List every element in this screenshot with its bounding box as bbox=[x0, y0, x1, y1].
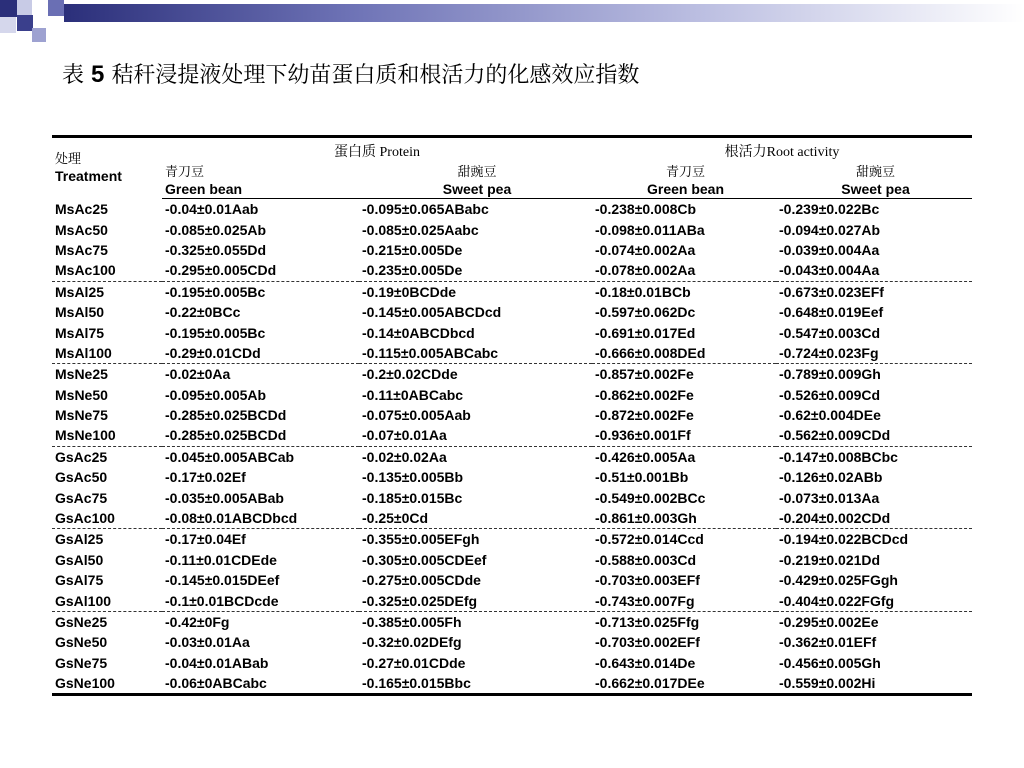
protein-green-bean-header bbox=[162, 164, 359, 199]
root-sweet-pea-cell: -0.039±0.004Aa bbox=[779, 241, 880, 258]
treatment-cell: GsAl50 bbox=[55, 551, 104, 568]
root-sweet-pea-cell: -0.559±0.002Hi bbox=[776, 673, 972, 695]
treatment-cell: MsAc100 bbox=[55, 262, 116, 279]
treatment-cell: MsNe50 bbox=[55, 386, 108, 403]
root-green-bean-cell: -0.51±0.001Bb bbox=[595, 469, 689, 486]
protein-sweet-pea-cell: -0.115±0.005ABCabc bbox=[362, 344, 499, 361]
root-activity-group-label: 根活力Root activity bbox=[724, 145, 840, 160]
protein-green-bean-cell: -0.03±0.01Aa bbox=[165, 634, 250, 651]
protein-sweet-pea-cell: -0.075±0.005Aab bbox=[362, 407, 471, 424]
decor-square bbox=[17, 15, 33, 31]
table-row bbox=[52, 446, 972, 467]
treatment-cell: MsAl25 bbox=[52, 281, 162, 302]
title-text: 秸秆浸提液处理下幼苗蛋白质和根活力的化感效应指数 bbox=[111, 63, 640, 88]
table-row bbox=[52, 508, 972, 529]
root-green-bean-cell: -0.703±0.003EFf bbox=[595, 572, 700, 589]
root-sweet-pea-cell: -0.404±0.022FGfg bbox=[779, 592, 895, 609]
root-green-bean-cell: -0.713±0.025Ffg bbox=[592, 611, 776, 632]
protein-green-bean-cell: -0.42±0Fg bbox=[162, 611, 359, 632]
root-green-bean-cell: -0.872±0.002Fe bbox=[595, 407, 694, 424]
root-sweet-pea-cell: -0.456±0.005Gh bbox=[779, 654, 881, 671]
decor-square bbox=[32, 28, 46, 42]
treatment-cell: MsAc25 bbox=[55, 200, 108, 217]
treatment-group bbox=[52, 611, 972, 695]
protein-green-bean-cell: -0.195±0.005Bc bbox=[162, 281, 359, 302]
green-bean-cn: 青刀豆 bbox=[165, 165, 205, 180]
table-row bbox=[52, 611, 972, 632]
protein-sweet-pea-cell: -0.095±0.065ABabc bbox=[362, 201, 489, 218]
root-sweet-pea-cell: -0.62±0.004DEe bbox=[779, 407, 881, 424]
protein-sweet-pea-cell: -0.135±0.005Bb bbox=[362, 469, 464, 486]
protein-green-bean-cell: -0.285±0.025BCDd bbox=[165, 427, 287, 444]
green-bean-en: Green bean bbox=[646, 181, 725, 197]
treatment-cell: GsAl75 bbox=[55, 572, 104, 589]
protein-sweet-pea-cell: -0.27±0.01CDde bbox=[362, 654, 466, 671]
table-row bbox=[52, 385, 972, 405]
root-sweet-pea-cell: -0.547±0.003Cd bbox=[779, 324, 881, 341]
root-sweet-pea-cell: -0.789±0.009Gh bbox=[776, 364, 972, 385]
protein-green-bean-cell: -0.22±0BCc bbox=[165, 304, 241, 321]
root-green-bean-cell: -0.078±0.002Aa bbox=[595, 262, 696, 279]
root-sweet-pea-cell: -0.219±0.021Dd bbox=[779, 551, 881, 568]
protein-green-bean-cell: -0.195±0.005Bc bbox=[165, 324, 266, 341]
treatment-cell: MsNe75 bbox=[55, 407, 108, 424]
slide-title bbox=[62, 58, 639, 89]
treatment-group bbox=[52, 281, 972, 364]
protein-sweet-pea-cell: -0.11±0ABCabc bbox=[362, 386, 464, 403]
root-green-bean-cell: -0.703±0.002EFf bbox=[595, 634, 700, 651]
root-activity-group-header bbox=[592, 137, 972, 165]
protein-sweet-pea-cell: -0.145±0.005ABCDcd bbox=[362, 304, 502, 321]
root-green-bean-cell: -0.074±0.002Aa bbox=[595, 241, 696, 258]
protein-green-bean-cell: -0.02±0Aa bbox=[162, 364, 359, 385]
table-row bbox=[52, 653, 972, 673]
protein-green-bean-cell: -0.1±0.01BCDcde bbox=[165, 592, 279, 609]
protein-green-bean-cell: -0.04±0.01ABab bbox=[165, 654, 269, 671]
decor-square bbox=[0, 0, 17, 17]
protein-green-bean-cell: -0.295±0.005CDd bbox=[165, 262, 277, 279]
root-green-bean-cell: -0.743±0.007Fg bbox=[595, 592, 695, 609]
protein-green-bean-cell: -0.085±0.025Ab bbox=[165, 221, 267, 238]
table-row bbox=[52, 219, 972, 239]
protein-green-bean-cell: -0.08±0.01ABCDbcd bbox=[165, 510, 298, 527]
protein-sweet-pea-cell: -0.19±0BCDde bbox=[359, 281, 592, 302]
treatment-cell: GsAc50 bbox=[55, 469, 108, 486]
sweet-pea-en: Sweet pea bbox=[442, 181, 512, 197]
table-row bbox=[52, 632, 972, 652]
table-row bbox=[52, 240, 972, 260]
treatment-cell: GsAc25 bbox=[52, 446, 162, 467]
table-row bbox=[52, 343, 972, 364]
data-table bbox=[52, 135, 972, 696]
treatment-group bbox=[52, 529, 972, 612]
root-green-bean-cell: -0.549±0.002BCc bbox=[595, 489, 706, 506]
protein-group-header bbox=[162, 137, 592, 165]
treatment-cell: GsNe25 bbox=[52, 611, 162, 632]
treatment-cell: MsAl75 bbox=[55, 324, 105, 341]
treatment-cell: GsAc75 bbox=[55, 489, 108, 506]
protein-sweet-pea-cell: -0.385±0.005Fh bbox=[359, 611, 592, 632]
table-row bbox=[52, 529, 972, 550]
table-row bbox=[52, 590, 972, 611]
table-row bbox=[52, 487, 972, 507]
root-sweet-pea-cell: -0.204±0.002CDd bbox=[779, 510, 891, 527]
root-green-bean-cell: -0.857±0.002Fe bbox=[592, 364, 776, 385]
sweet-pea-en: Sweet pea bbox=[841, 181, 910, 197]
treatment-cell: MsNe100 bbox=[55, 427, 116, 444]
root-sweet-pea-cell: -0.073±0.013Aa bbox=[779, 489, 880, 506]
root-sweet-pea-cell: -0.094±0.027Ab bbox=[779, 221, 881, 238]
treatment-header-cn: 处理 bbox=[55, 152, 82, 168]
protein-sweet-pea-cell: -0.02±0.02Aa bbox=[359, 446, 592, 467]
root-sweet-pea-cell: -0.194±0.022BCDcd bbox=[776, 529, 972, 550]
treatment-header bbox=[52, 137, 162, 199]
protein-green-bean-cell: -0.285±0.025BCDd bbox=[165, 407, 287, 424]
root-green-bean-cell: -0.862±0.002Fe bbox=[595, 386, 694, 403]
root-green-bean-cell: -0.572±0.014Ccd bbox=[592, 529, 776, 550]
treatment-header-en: Treatment bbox=[55, 168, 122, 185]
treatment-cell: MsAc75 bbox=[55, 241, 108, 258]
protein-sweet-pea-cell: -0.25±0Cd bbox=[362, 510, 429, 527]
protein-sweet-pea-cell: -0.32±0.02DEfg bbox=[362, 634, 462, 651]
table-row bbox=[52, 550, 972, 570]
table-row bbox=[52, 425, 972, 446]
protein-green-bean-cell: -0.11±0.01CDEde bbox=[165, 551, 277, 568]
root-green-bean-cell: -0.861±0.003Gh bbox=[595, 510, 697, 527]
protein-green-bean-cell: -0.06±0ABCabc bbox=[162, 673, 359, 695]
root-sweet-pea-cell: -0.429±0.025FGgh bbox=[779, 572, 898, 589]
protein-sweet-pea-cell: -0.185±0.015Bc bbox=[362, 489, 463, 506]
green-bean-cn: 青刀豆 bbox=[665, 165, 705, 180]
protein-green-bean-cell: -0.17±0.02Ef bbox=[165, 469, 246, 486]
treatment-group bbox=[52, 446, 972, 529]
treatment-cell: GsNe50 bbox=[55, 634, 108, 651]
root-green-bean-cell: -0.643±0.014De bbox=[595, 654, 696, 671]
protein-sweet-pea-cell: -0.355±0.005EFgh bbox=[359, 529, 592, 550]
table-row bbox=[52, 302, 972, 322]
table-row bbox=[52, 364, 972, 385]
root-green-bean-cell: -0.098±0.011ABa bbox=[595, 221, 705, 238]
root-green-bean-cell: -0.691±0.017Ed bbox=[595, 324, 696, 341]
protein-green-bean-cell: -0.04±0.01Aab bbox=[165, 201, 259, 218]
decor-square bbox=[0, 17, 16, 33]
root-sweet-pea-cell: -0.295±0.002Ee bbox=[776, 611, 972, 632]
table-row bbox=[52, 199, 972, 220]
decor-gradient-bar bbox=[64, 4, 1024, 22]
protein-green-bean-cell: -0.035±0.005ABab bbox=[165, 489, 284, 506]
root-sweet-pea-cell: -0.126±0.02ABb bbox=[779, 469, 883, 486]
table-row bbox=[52, 322, 972, 342]
treatment-cell: MsNe25 bbox=[52, 364, 162, 385]
root-green-bean-cell: -0.238±0.008Cb bbox=[595, 201, 697, 218]
protein-green-bean-cell: -0.145±0.015DEef bbox=[165, 572, 280, 589]
title-number: 5 bbox=[91, 61, 105, 88]
protein-sweet-pea-cell: -0.275±0.005CDde bbox=[362, 572, 481, 589]
root-green-bean-cell: -0.426±0.005Aa bbox=[592, 446, 776, 467]
treatment-cell: GsNe100 bbox=[52, 673, 162, 695]
treatment-cell: GsAc100 bbox=[55, 510, 115, 527]
table-row bbox=[52, 405, 972, 425]
table-row bbox=[52, 570, 972, 590]
root-sweet-pea-cell: -0.673±0.023EFf bbox=[776, 281, 972, 302]
protein-sweet-pea-cell: -0.165±0.015Bbc bbox=[359, 673, 592, 695]
root-green-bean-cell: -0.666±0.008DEd bbox=[595, 344, 706, 361]
treatment-group bbox=[52, 364, 972, 447]
decor-square bbox=[48, 0, 64, 16]
protein-green-bean-cell: -0.325±0.055Dd bbox=[165, 241, 267, 258]
sweet-pea-cn: 甜豌豆 bbox=[855, 165, 895, 180]
sweet-pea-cn: 甜豌豆 bbox=[457, 165, 497, 180]
table-row bbox=[52, 260, 972, 281]
protein-sweet-pea-cell: -0.2±0.02CDde bbox=[359, 364, 592, 385]
green-bean-en: Green bean bbox=[165, 181, 243, 197]
protein-group-label: 蛋白质 Protein bbox=[334, 145, 420, 160]
root-sweet-pea-cell: -0.526±0.009Cd bbox=[779, 386, 881, 403]
root-green-bean-header bbox=[592, 164, 776, 199]
table-row bbox=[52, 281, 972, 302]
treatment-cell: GsAl25 bbox=[52, 529, 162, 550]
root-green-bean-cell: -0.936±0.001Ff bbox=[595, 427, 691, 444]
treatment-cell: MsAl50 bbox=[55, 304, 105, 321]
protein-sweet-pea-cell: -0.14±0ABCDbcd bbox=[362, 324, 475, 341]
decor-square bbox=[17, 0, 32, 15]
root-green-bean-cell: -0.588±0.003Cd bbox=[595, 551, 697, 568]
protein-green-bean-cell: -0.29±0.01CDd bbox=[165, 344, 261, 361]
root-green-bean-cell: -0.18±0.01BCb bbox=[592, 281, 776, 302]
table-row bbox=[52, 673, 972, 695]
protein-sweet-pea-cell: -0.215±0.005De bbox=[362, 241, 463, 258]
root-sweet-pea-cell: -0.562±0.009CDd bbox=[779, 427, 891, 444]
root-sweet-pea-cell: -0.239±0.022Bc bbox=[779, 201, 880, 218]
root-green-bean-cell: -0.662±0.017DEe bbox=[592, 673, 776, 695]
protein-green-bean-cell: -0.17±0.04Ef bbox=[162, 529, 359, 550]
treatment-cell: GsNe75 bbox=[55, 654, 108, 671]
protein-sweet-pea-cell: -0.085±0.025Aabc bbox=[362, 221, 479, 238]
protein-sweet-pea-header bbox=[359, 164, 592, 199]
title-label: 表 bbox=[62, 63, 85, 88]
treatment-group bbox=[52, 199, 972, 282]
treatment-cell: MsAl100 bbox=[55, 344, 112, 361]
root-sweet-pea-cell: -0.648±0.019Eef bbox=[779, 304, 884, 321]
protein-sweet-pea-cell: -0.07±0.01Aa bbox=[362, 427, 447, 444]
root-green-bean-cell: -0.597±0.062Dc bbox=[595, 304, 696, 321]
table-row bbox=[52, 467, 972, 487]
protein-sweet-pea-cell: -0.325±0.025DEfg bbox=[362, 592, 478, 609]
root-sweet-pea-header bbox=[776, 164, 972, 199]
protein-sweet-pea-cell: -0.305±0.005CDEef bbox=[362, 551, 487, 568]
root-sweet-pea-cell: -0.043±0.004Aa bbox=[779, 262, 880, 279]
treatment-cell: GsAl100 bbox=[55, 592, 112, 609]
protein-sweet-pea-cell: -0.235±0.005De bbox=[362, 262, 463, 279]
protein-green-bean-cell: -0.095±0.005Ab bbox=[165, 386, 267, 403]
root-sweet-pea-cell: -0.362±0.01EFf bbox=[779, 634, 877, 651]
root-sweet-pea-cell: -0.724±0.023Fg bbox=[779, 344, 879, 361]
root-sweet-pea-cell: -0.147±0.008BCbc bbox=[776, 446, 972, 467]
protein-green-bean-cell: -0.045±0.005ABCab bbox=[162, 446, 359, 467]
treatment-cell: MsAc50 bbox=[55, 221, 108, 238]
